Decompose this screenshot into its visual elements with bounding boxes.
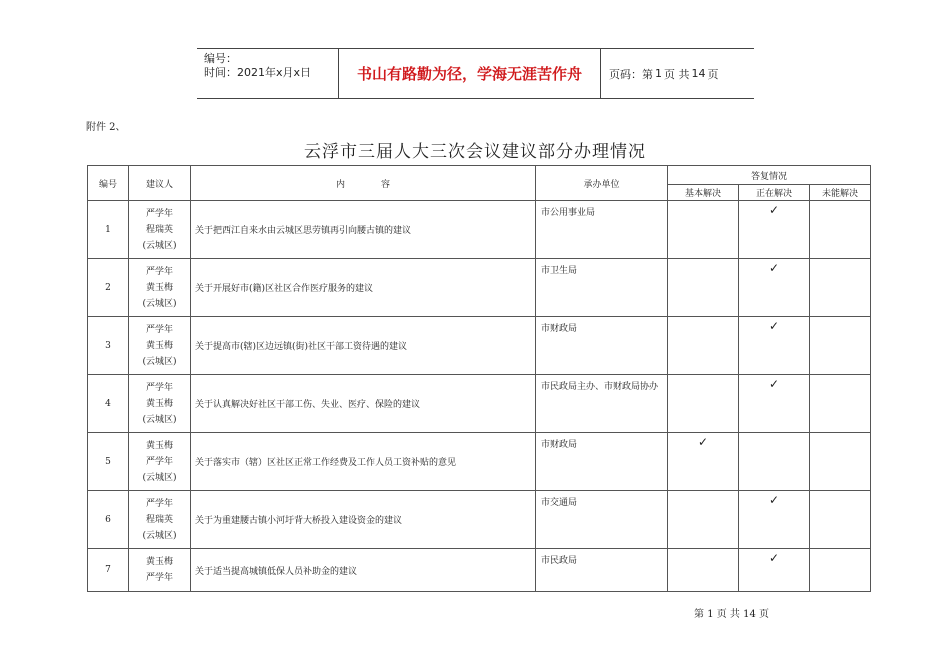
table-row xyxy=(88,201,871,259)
status-basic-cell xyxy=(668,317,739,375)
table-row xyxy=(88,375,871,433)
check-mark-icon: ✓ xyxy=(768,261,780,275)
page-end: 页 xyxy=(707,67,719,81)
page-number: 1 xyxy=(655,67,662,80)
proposal-table xyxy=(87,165,871,592)
header-no: 编号 xyxy=(88,166,129,201)
proposer-name: 黄玉梅 xyxy=(145,340,173,351)
check-mark-icon: ✓ xyxy=(768,203,780,217)
proposer-name: 严学年 xyxy=(145,456,173,467)
status-unsolved-cell xyxy=(810,375,871,433)
check-mark-icon: ✓ xyxy=(697,435,709,449)
footer-pre: 第 xyxy=(694,609,704,620)
attachment-label: 附件 2、 xyxy=(86,122,126,133)
row-number: 5 xyxy=(88,433,129,491)
status-unsolved-cell xyxy=(810,433,871,491)
header-reply: 答复情况 xyxy=(668,166,871,185)
status-basic-cell xyxy=(668,375,739,433)
status-ongoing-cell xyxy=(739,259,810,317)
page-footer xyxy=(694,605,769,620)
status-basic-cell xyxy=(668,259,739,317)
footer-end: 页 xyxy=(759,609,770,620)
org-cell: 市财政局 xyxy=(536,317,668,375)
proposer-name: 黄玉梅 xyxy=(145,282,173,293)
proposer-name: 严学年 xyxy=(145,498,173,509)
proposer-name: 黄玉梅 xyxy=(145,557,173,567)
document-header xyxy=(197,48,754,99)
header-unsolved: 未能解决 xyxy=(810,185,871,201)
check-mark-icon: ✓ xyxy=(768,551,780,565)
header-basic: 基本解决 xyxy=(668,185,739,201)
proposer-cell xyxy=(129,549,191,592)
org-cell: 市财政局 xyxy=(536,433,668,491)
header-meta xyxy=(197,49,339,98)
proposer-name: 黄玉梅 xyxy=(145,398,173,409)
status-unsolved-cell xyxy=(810,491,871,549)
check-mark-icon: ✓ xyxy=(768,493,780,507)
proposer-name: 严学年 xyxy=(145,382,173,393)
content-cell: 关于提高市(辖)区边远镇(街)社区干部工资待遇的建议 xyxy=(191,317,536,375)
check-mark-icon: ✓ xyxy=(768,319,780,333)
status-ongoing-cell xyxy=(739,201,810,259)
status-ongoing-cell xyxy=(739,375,810,433)
page-title: 云浮市三届人大三次会议建议部分办理情况 xyxy=(304,142,646,162)
proposer-name: 严学年 xyxy=(145,208,173,219)
table-row xyxy=(88,491,871,549)
proposer-name: (云城区) xyxy=(142,298,177,309)
proposer-name: (云城区) xyxy=(142,240,177,251)
table-row xyxy=(88,433,871,491)
proposer-cell xyxy=(129,259,191,317)
time-label: 时间：2021年x月x日 xyxy=(204,66,312,79)
content-cell: 关于为重建腰古镇小河圩背大桥投入建设资金的建议 xyxy=(191,491,536,549)
row-number: 2 xyxy=(88,259,129,317)
proposer-name: (云城区) xyxy=(142,356,177,367)
header-org: 承办单位 xyxy=(536,166,668,201)
slogan: 书山有路勤为径，学海无涯苦作舟 xyxy=(356,65,582,83)
proposer-name: 严学年 xyxy=(145,573,173,583)
check-mark-icon: ✓ xyxy=(768,377,780,391)
table-row xyxy=(88,317,871,375)
status-unsolved-cell xyxy=(810,549,871,592)
proposer-cell xyxy=(129,317,191,375)
content-cell: 关于认真解决好社区干部工伤、失业、医疗、保险的建议 xyxy=(191,375,536,433)
page-total: 14 xyxy=(691,67,706,80)
row-number: 1 xyxy=(88,201,129,259)
row-number: 3 xyxy=(88,317,129,375)
org-cell: 市民政局主办、市财政局协办 xyxy=(536,375,668,433)
content-cell: 关于开展好市(籍)区社区合作医疗服务的建议 xyxy=(191,259,536,317)
status-unsolved-cell xyxy=(810,317,871,375)
proposer-name: 严学年 xyxy=(145,266,173,277)
page-label: 页码：第 xyxy=(609,67,653,81)
footer-page: 1 xyxy=(707,609,714,620)
status-unsolved-cell xyxy=(810,201,871,259)
status-ongoing-cell xyxy=(739,549,810,592)
status-unsolved-cell xyxy=(810,259,871,317)
proposer-cell xyxy=(129,491,191,549)
header-slogan-cell xyxy=(339,49,601,98)
header-page-info xyxy=(601,49,754,98)
org-cell: 市民政局 xyxy=(536,549,668,592)
proposer-name: (云城区) xyxy=(142,472,177,483)
status-ongoing-cell xyxy=(739,317,810,375)
status-basic-cell xyxy=(668,549,739,592)
page-mid: 页 共 xyxy=(664,67,690,81)
proposer-name: 程瑞英 xyxy=(145,514,173,525)
content-cell: 关于把西江自来水由云城区思劳镇再引向腰古镇的建议 xyxy=(191,201,536,259)
status-ongoing-cell xyxy=(739,433,810,491)
header-proposer: 建议人 xyxy=(129,166,191,201)
header-ongoing: 正在解决 xyxy=(739,185,810,201)
table-row xyxy=(88,259,871,317)
footer-mid: 页 共 xyxy=(716,609,740,620)
proposer-name: 严学年 xyxy=(145,324,173,335)
proposer-name: 程瑞英 xyxy=(145,224,173,235)
content-cell: 关于落实市（辖）区社区正常工作经费及工作人员工资补贴的意见 xyxy=(191,433,536,491)
row-number: 7 xyxy=(88,549,129,592)
status-basic-cell xyxy=(668,433,739,491)
proposer-cell xyxy=(129,375,191,433)
proposer-name: (云城区) xyxy=(142,530,177,541)
row-number: 4 xyxy=(88,375,129,433)
proposer-cell xyxy=(129,433,191,491)
footer-total: 14 xyxy=(743,609,756,620)
number-label: 编号： xyxy=(204,52,237,65)
proposer-name: (云城区) xyxy=(142,414,177,425)
proposer-name: 黄玉梅 xyxy=(145,440,173,451)
proposer-cell xyxy=(129,201,191,259)
status-basic-cell xyxy=(668,201,739,259)
org-cell: 市交通局 xyxy=(536,491,668,549)
header-content: 内 容 xyxy=(191,166,536,201)
row-number: 6 xyxy=(88,491,129,549)
status-basic-cell xyxy=(668,491,739,549)
content-cell: 关于适当提高城镇低保人员补助金的建议 xyxy=(191,549,536,592)
status-ongoing-cell xyxy=(739,491,810,549)
org-cell: 市公用事业局 xyxy=(536,201,668,259)
table-row xyxy=(88,549,871,592)
org-cell: 市卫生局 xyxy=(536,259,668,317)
